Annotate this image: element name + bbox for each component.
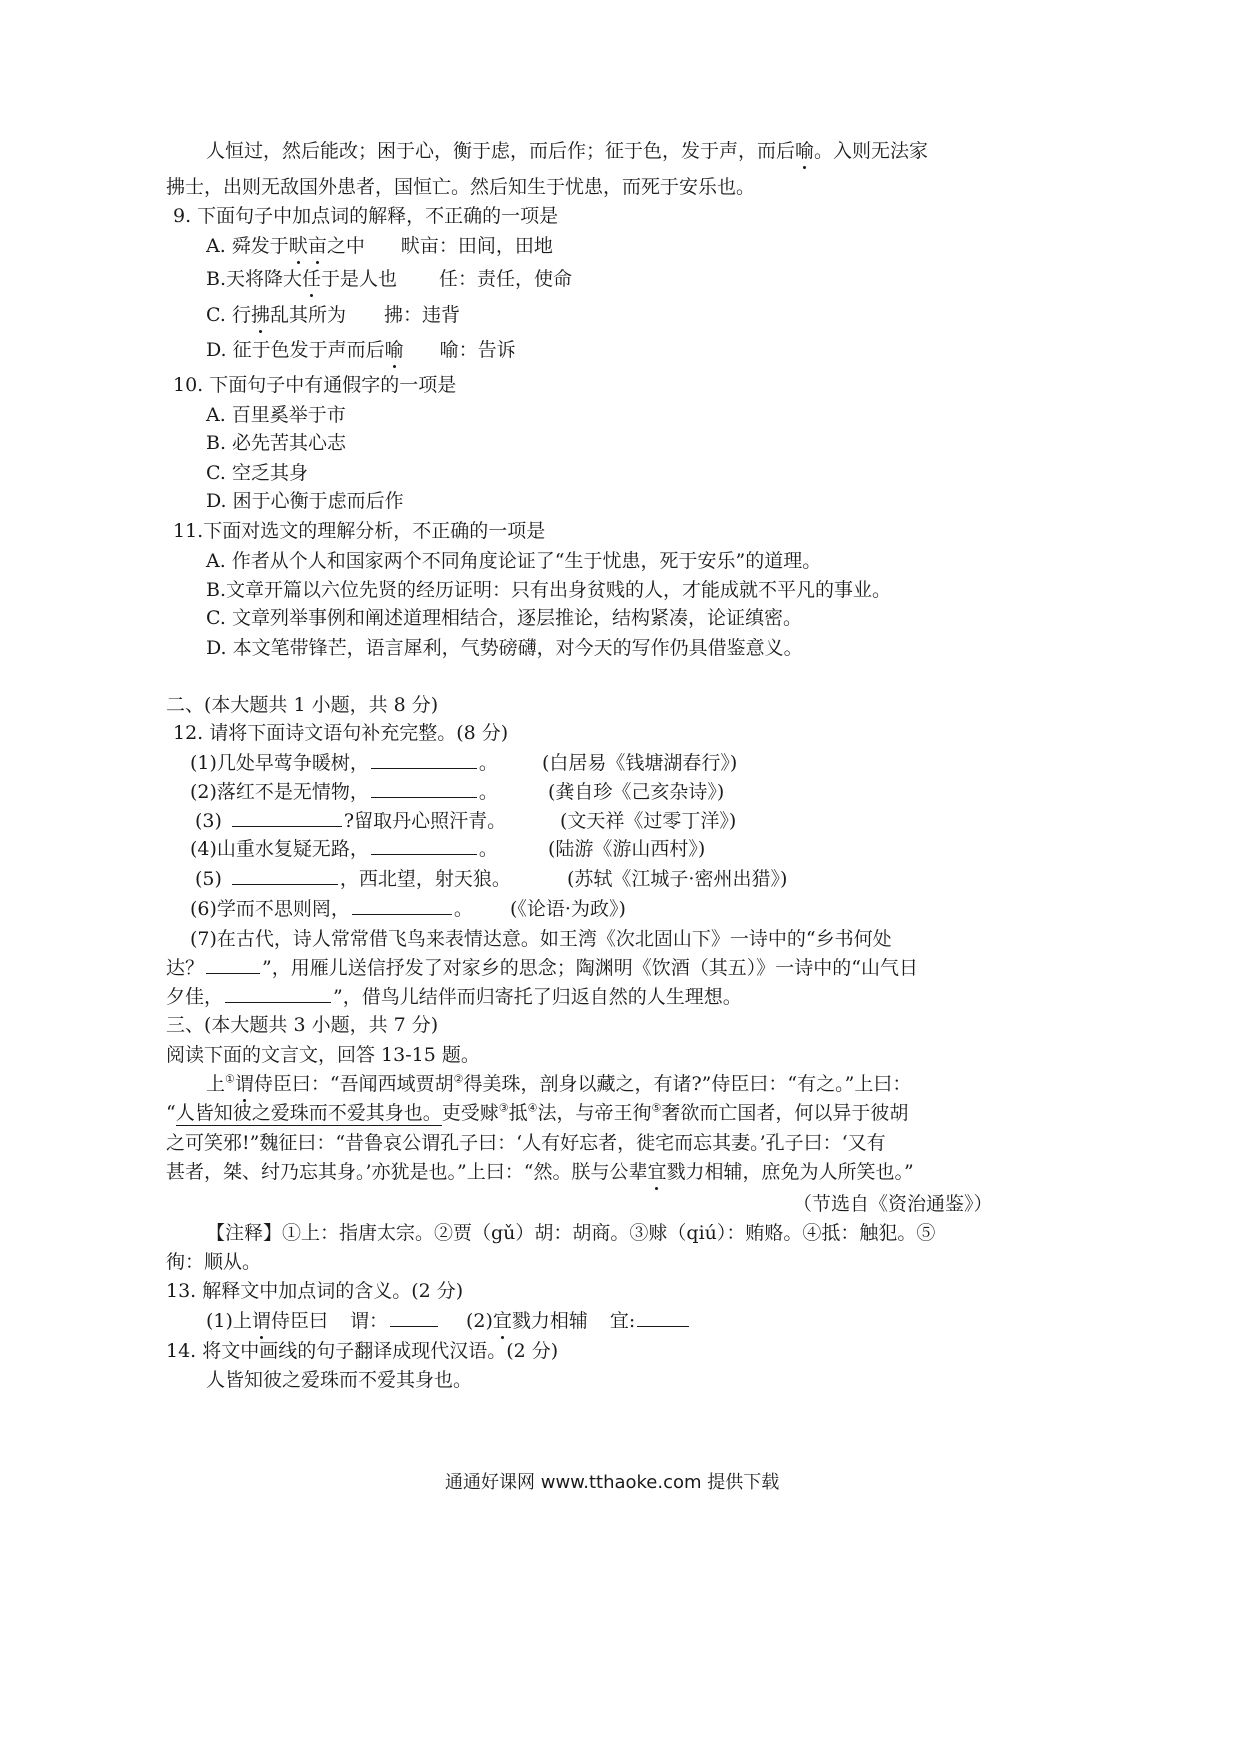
underlined-sentence: 人皆知彼之爱珠而不爱其身也。 xyxy=(175,1102,442,1124)
section-2-header: 二、(本大题共 1 小题，共 8 分) xyxy=(166,694,439,716)
fill-blank[interactable] xyxy=(390,1308,438,1327)
fill-blank[interactable] xyxy=(206,955,260,974)
q10-option: C. 空乏其身 xyxy=(206,462,308,484)
q9-option-c: C. 行拂乱其所为 拂：违背 xyxy=(206,304,460,326)
q11-option: C. 文章列举事例和阐述道理相结合，逐层推论，结构紧凑，论证缜密。 xyxy=(206,607,802,629)
classical-text-line-1: 上①谓侍臣曰：“吾闻西域贾胡②得美珠，剖身以藏之，有诸?”侍臣曰：“有之。”上曰： xyxy=(206,1072,912,1095)
question-12-stem: 12. 请将下面诗文语句补充完整。(8 分) xyxy=(173,722,509,744)
question-10-stem: 10. 下面句子中有通假字的一项是 xyxy=(173,374,457,396)
q9-option-d-gloss: 喻：告诉 xyxy=(439,339,516,361)
dotted-char: 谓 xyxy=(234,1073,254,1095)
q9-option-c-gloss: 拂：违背 xyxy=(383,304,460,326)
q12-item-1-source: (白居易《钱塘湖春行》) xyxy=(542,752,738,774)
text-source: （节选自《资治通鉴》） xyxy=(793,1193,993,1215)
q11-option: D. 本文笔带锋芒，语言犀利，气势磅礴，对今天的写作仍具借鉴意义。 xyxy=(206,637,803,659)
fill-blank[interactable] xyxy=(225,984,331,1003)
q12-item-7-line-1: (7)在古代，诗人常常借飞鸟来表情达意。如王湾《次北固山下》一诗中的“乡书何处 xyxy=(190,928,892,950)
footnote-marker: ① xyxy=(225,1072,235,1086)
q10-option: B. 必先苦其心志 xyxy=(206,432,347,454)
fill-blank[interactable] xyxy=(232,866,338,885)
fill-blank[interactable] xyxy=(371,779,477,798)
q12-item-6-source: (《论语·为政》) xyxy=(510,898,626,920)
q12-item-2-source: (龚自珍《己亥杂诗》) xyxy=(548,781,725,803)
q10-option: D. 困于心衡于虑而后作 xyxy=(206,490,404,512)
reading-instructions: 阅读下面的文言文，回答 13-15 题。 xyxy=(166,1044,480,1066)
q12-item-5-source: (苏轼《江城子·密州出猎》) xyxy=(567,868,788,890)
question-9-stem: 9. 下面句子中加点词的解释，不正确的一项是 xyxy=(173,205,559,227)
q12-item-2: (2)落红不是无情物， 。 xyxy=(190,781,498,803)
q14-sentence: 人皆知彼之爱珠而不爱其身也。 xyxy=(206,1369,473,1391)
dotted-char: 畎 xyxy=(288,235,308,257)
q13-items: (1)上谓侍臣曰 谓： (2)宜戮力相辅 宜: xyxy=(206,1308,691,1336)
dotted-char: 宜 xyxy=(492,1310,512,1332)
q12-item-5: (5) ，西北望，射天狼。 xyxy=(195,868,511,890)
fill-blank[interactable] xyxy=(232,808,342,827)
passage-line-2: 拂士，出则无敌国外患者，国恒亡。然后知生于忧患，而死于安乐也。 xyxy=(166,176,756,198)
fill-blank[interactable] xyxy=(371,750,477,769)
section-3-header: 三、(本大题共 3 小题，共 7 分) xyxy=(166,1014,439,1036)
footnote-marker: ④ xyxy=(527,1101,538,1115)
q11-option: A. 作者从个人和国家两个不同角度论证了“生于忧患，死于安乐”的道理。 xyxy=(206,550,822,572)
dotted-char: 亩 xyxy=(307,235,327,257)
footnote-marker: ② xyxy=(453,1072,464,1086)
q12-item-3-source: (文天祥《过零丁洋》) xyxy=(560,810,737,832)
q12-item-1: (1)几处早莺争暖树， 。 xyxy=(190,752,498,774)
annotation-line-2: 徇：顺从。 xyxy=(166,1251,262,1273)
dotted-char: 谓 xyxy=(251,1310,271,1332)
fill-blank[interactable] xyxy=(352,896,452,915)
q9-option-b-gloss: 任：责任，使命 xyxy=(439,268,573,290)
question-13-stem: 13. 解释文中加点词的含义。(2 分) xyxy=(166,1280,464,1302)
classical-text-line-3: 之可笑邪!”魏征曰：“昔鲁哀公谓孔子曰：‘人有好忘者，徙宅而忘其妻。’孔子曰：‘又有 xyxy=(166,1132,886,1154)
q12-item-3: (3) ?留取丹心照汗青。 xyxy=(195,810,507,832)
question-14-stem: 14. 将文中画线的句子翻译成现代汉语。(2 分) xyxy=(166,1340,559,1362)
fill-blank[interactable] xyxy=(371,836,477,855)
q12-item-6: (6)学而不思则罔， 。 xyxy=(190,898,473,920)
footnote-marker: ⑤ xyxy=(651,1101,662,1115)
q9-option-b: B.天将降大任于是人也 任：责任，使命 xyxy=(206,268,573,290)
footnote-marker: ③ xyxy=(498,1101,509,1115)
q9-option-d: D. 征于色发于声而后喻 喻：告诉 xyxy=(206,339,516,361)
annotation-line-1: 【注释】①上：指唐太宗。②贾（gǔ）胡：胡商。③赇（qiú）：贿赂。④抵：触犯。⑤ xyxy=(206,1222,936,1244)
classical-text-line-2: “人皆知彼之爱珠而不爱其身也。吏受赇③抵④法，与帝王徇⑤奢欲而亡国者，何以异于彼胡 xyxy=(166,1101,909,1124)
q11-option: B.文章开篇以六位先贤的经历证明：只有出身贫贱的人，才能成就不平凡的事业。 xyxy=(206,579,892,601)
q12-item-7-line-3: 夕佳， ”，借鸟儿结伴而归寄托了归返自然的人生理想。 xyxy=(166,986,742,1008)
fill-blank[interactable] xyxy=(637,1308,689,1327)
dotted-char: 任 xyxy=(302,268,322,290)
page-footer: 通通好课网 www.tthaoke.com 提供下载 xyxy=(445,1472,780,1493)
classical-text-line-4: 甚者，桀、纣乃忘其身。’亦犹是也。”上曰：“然。朕与公辈宜戮力相辅，庶免为人所笑也。” xyxy=(166,1161,914,1183)
q9-option-a: A. 舜发于畎亩之中 畎亩：田间，田地 xyxy=(206,235,553,257)
dotted-char: 喻 xyxy=(384,339,404,361)
q12-item-4-source: (陆游《游山西村》) xyxy=(548,838,706,860)
q12-item-7-line-2: 达？ ”，用雁儿送信抒发了对家乡的思念；陶渊明《饮酒（其五）》一诗中的“山气日 xyxy=(166,957,918,979)
passage-line-1: 人恒过，然后能改；困于心，衡于虑，而后作；征于色，发于声，而后喻。入则无法家 xyxy=(206,140,929,162)
dotted-char: 宜 xyxy=(647,1161,667,1183)
q9-option-a-gloss: 畎亩：田间，田地 xyxy=(400,235,553,257)
dotted-char: 喻 xyxy=(795,140,815,162)
question-11-stem: 11.下面对选文的理解分析，不正确的一项是 xyxy=(173,520,546,542)
q10-option: A. 百里奚举于市 xyxy=(206,404,346,426)
dotted-char: 拂 xyxy=(250,304,270,326)
q12-item-4: (4)山重水复疑无路， 。 xyxy=(190,838,498,860)
